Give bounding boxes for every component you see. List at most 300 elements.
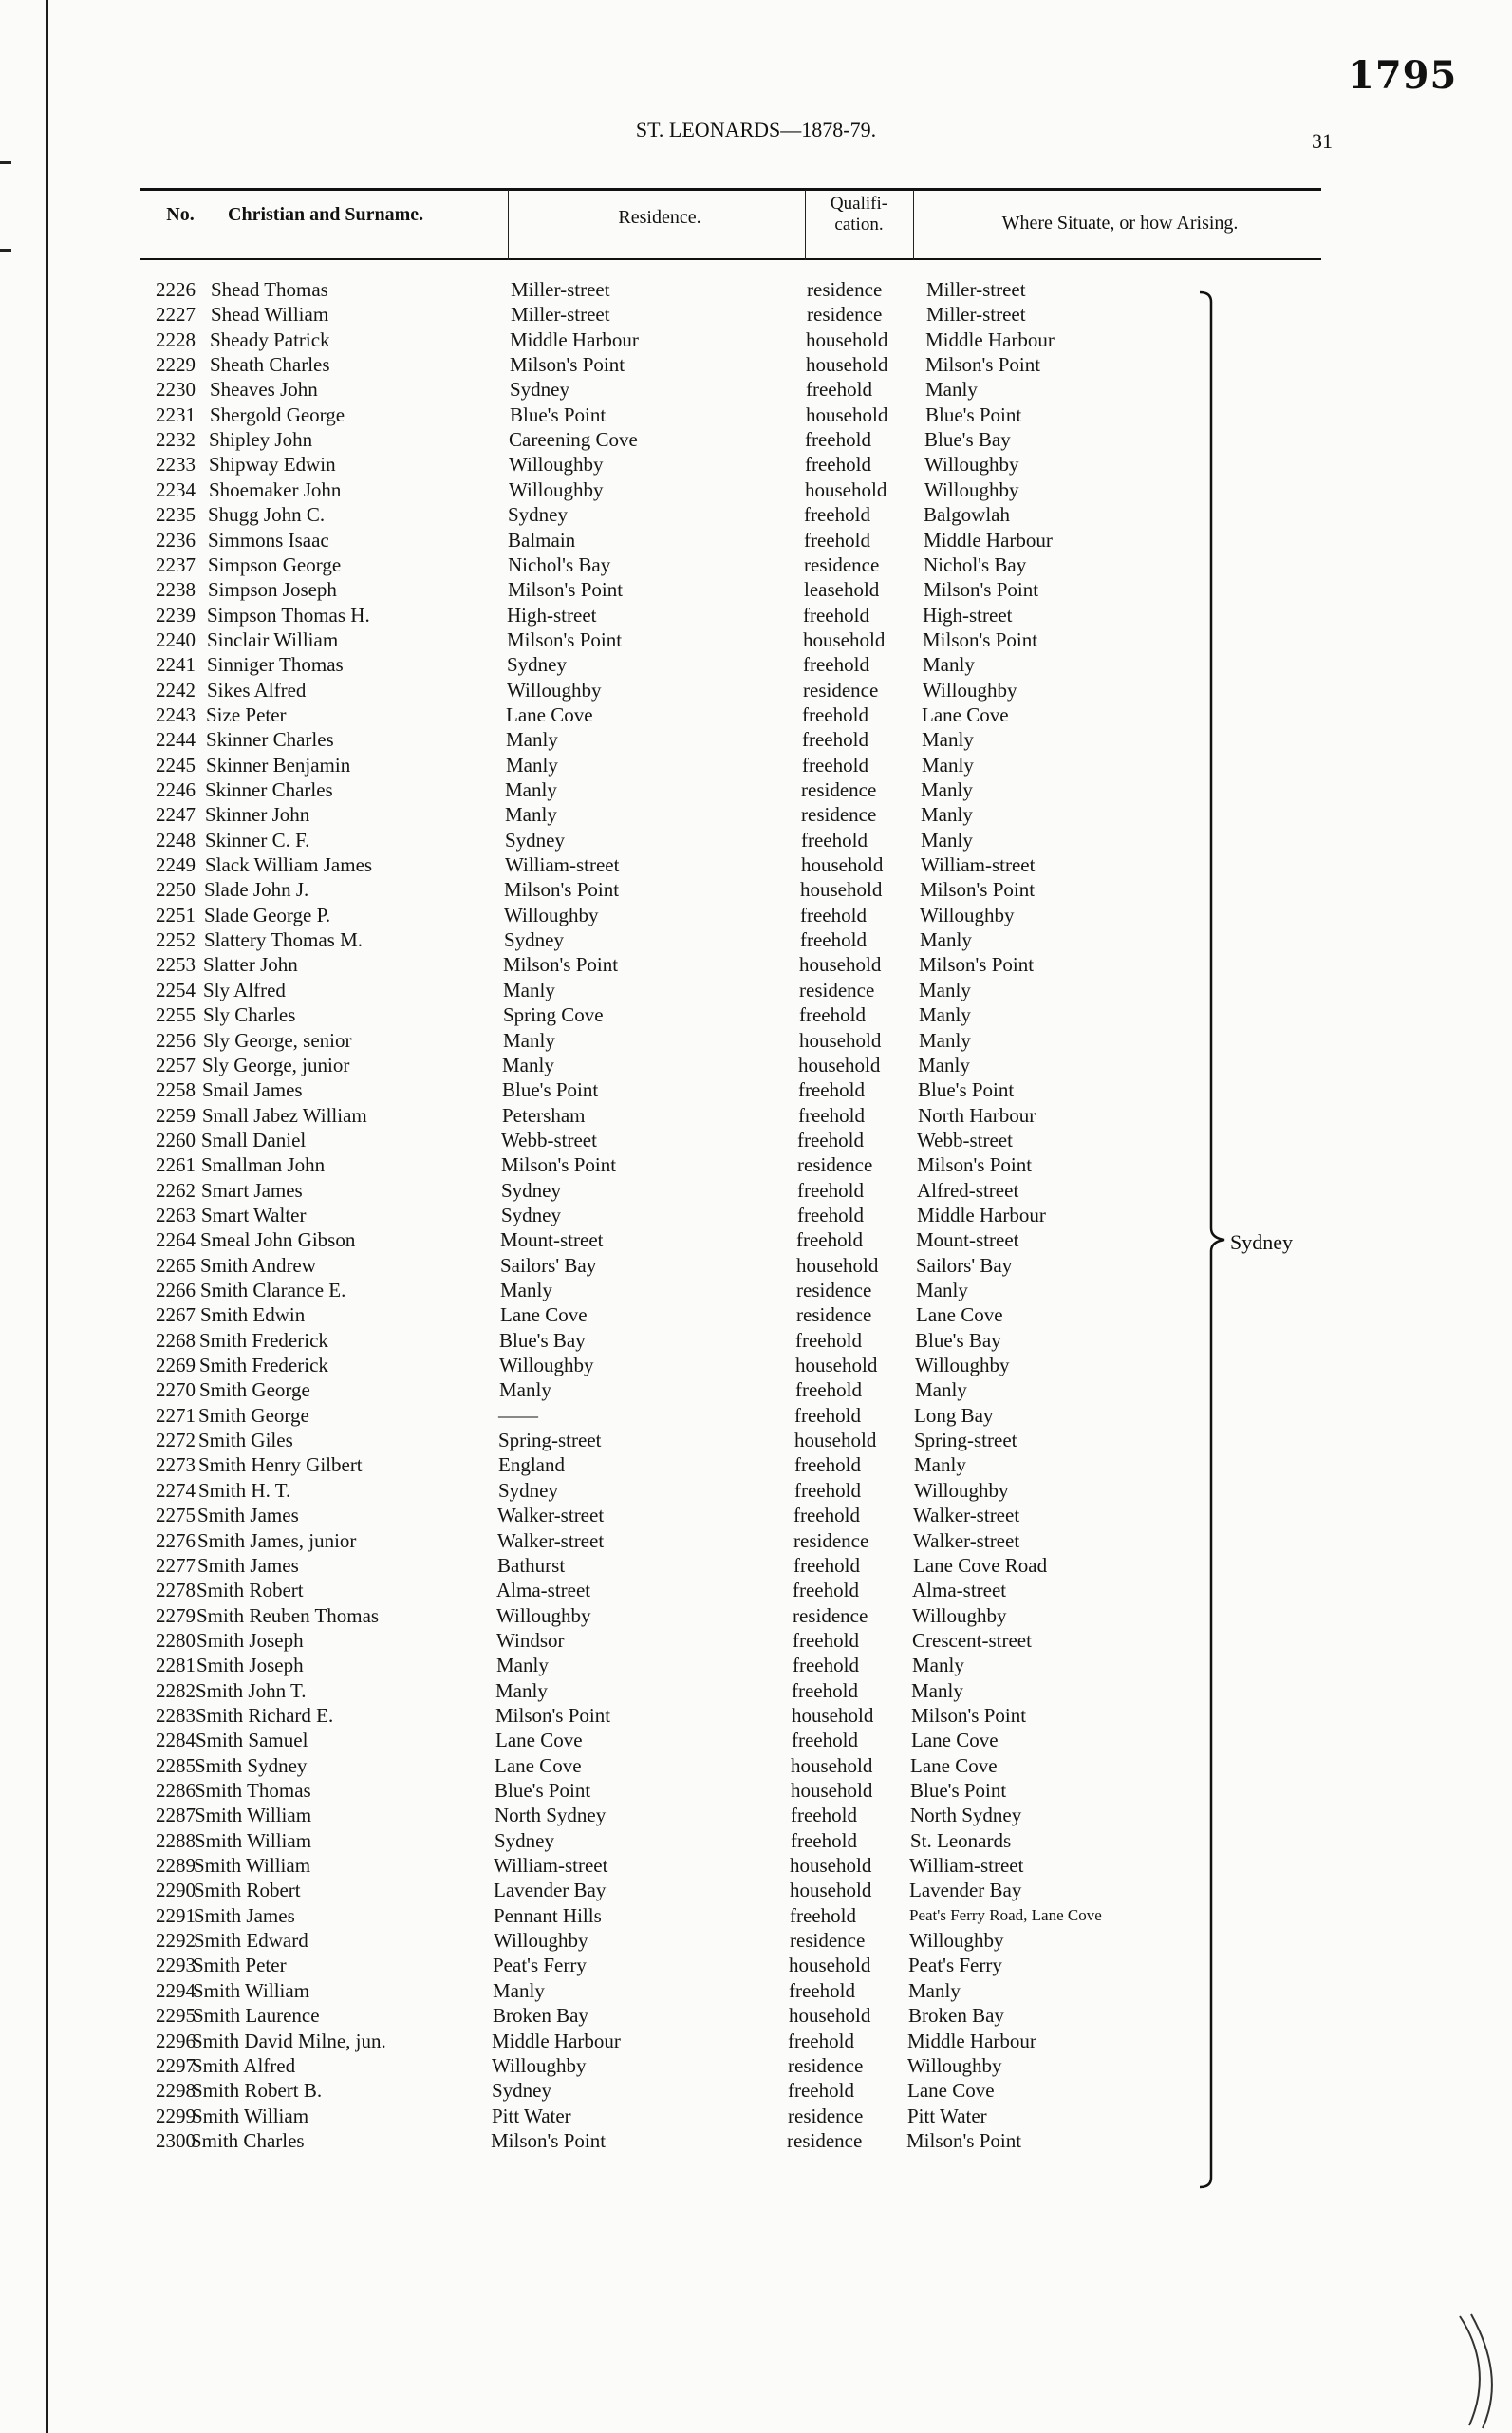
entry-residence: Lavender Bay [494, 1879, 607, 1902]
entry-qualification: household [806, 353, 888, 377]
entry-where: Mount-street [916, 1228, 1019, 1252]
entry-where: Long Bay [914, 1403, 994, 1427]
entry-qualification: freehold [798, 1078, 865, 1102]
entry-number: 2270 [156, 1378, 196, 1402]
entry-number: 2237 [156, 552, 196, 576]
entry-number: 2238 [156, 578, 196, 602]
entry-qualification: residence [788, 2104, 864, 2127]
entry-where: Willoughby [909, 1929, 1004, 1953]
entry-residence: William-street [505, 853, 620, 877]
entry-number: 2283 [156, 1703, 196, 1727]
entry-row [0, 1428, 1512, 1452]
entry-row [0, 1503, 1512, 1527]
entry-residence: Milson's Point [507, 627, 623, 651]
entry-row [0, 927, 1512, 952]
entry-row [0, 627, 1512, 652]
entry-qualification: household [803, 627, 886, 651]
entry-where: Walker-street [913, 1504, 1020, 1527]
entry-name: Shead Thomas [211, 278, 328, 301]
entry-where: Alfred-street [917, 1178, 1019, 1202]
header-bottom-rule [140, 258, 1321, 260]
entry-number: 2248 [156, 828, 196, 852]
entry-qualification: residence [797, 1153, 873, 1177]
entry-where: Manly [914, 1453, 966, 1477]
entry-row [0, 477, 1512, 502]
entry-where: Webb-street [917, 1128, 1013, 1151]
entry-residence: Walker-street [497, 1528, 605, 1552]
entry-residence: Bathurst [497, 1553, 566, 1577]
entry-row [0, 802, 1512, 827]
entry-where: Middle Harbour [924, 528, 1053, 552]
entry-name: Smith Robert [194, 1879, 301, 1902]
entry-where: Milson's Point [924, 578, 1039, 602]
entry-qualification: freehold [792, 1678, 858, 1702]
entry-name: Slattery Thomas M. [204, 928, 364, 952]
entry-name: Sheath Charles [210, 353, 330, 377]
entry-name: Smith Alfred [192, 2053, 296, 2077]
entry-name: Smith James [197, 1553, 299, 1577]
entry-qualification: freehold [805, 453, 871, 477]
entry-where: Manly [922, 728, 974, 752]
entry-name: Sly Alfred [203, 978, 286, 1001]
entry-qualification: residence [788, 2053, 864, 2077]
entry-qualification: freehold [800, 928, 867, 952]
entry-number: 2275 [156, 1504, 196, 1527]
entry-row [0, 1728, 1512, 1752]
entry-name: Smith Peter [193, 1954, 287, 1977]
entry-where: Lane Cove [916, 1303, 1003, 1327]
entry-number: 2263 [156, 1203, 196, 1226]
entry-qualification: household [799, 1028, 882, 1052]
entry-residence: Willoughby [496, 1603, 591, 1627]
entry-qualification: residence [787, 2128, 863, 2152]
entry-name: Skinner Charles [205, 778, 333, 801]
entry-residence: Sydney [501, 1203, 561, 1226]
entry-row [0, 1778, 1512, 1803]
entry-qualification: freehold [797, 1128, 864, 1151]
entry-qualification: freehold [788, 2029, 854, 2052]
entry-residence: Spring-street [498, 1429, 602, 1452]
entry-residence: Peat's Ferry [493, 1954, 587, 1977]
entry-where: Willoughby [923, 678, 1017, 702]
entry-name: Smith Charles [191, 2128, 305, 2152]
entry-number: 2241 [156, 653, 196, 677]
entry-residence: Milson's Point [491, 2128, 607, 2152]
entry-row [0, 2104, 1512, 2128]
entry-name: Smith Robert [196, 1579, 304, 1602]
entry-row [0, 702, 1512, 727]
entry-qualification: household [790, 1879, 872, 1902]
entry-where: Peat's Ferry [908, 1954, 1002, 1977]
entry-name: Smail James [202, 1078, 303, 1102]
entry-row [0, 1578, 1512, 1602]
entry-row [0, 978, 1512, 1002]
entry-where: Willoughby [914, 1478, 1009, 1502]
page-number: 1795 [1348, 53, 1458, 98]
entry-row [0, 577, 1512, 602]
entry-row [0, 502, 1512, 527]
entry-row [0, 1528, 1512, 1553]
entry-qualification: freehold [798, 1103, 865, 1127]
entry-qualification: residence [793, 1528, 869, 1552]
entry-name: Smart Walter [201, 1203, 307, 1226]
entry-residence: Manly [495, 1678, 548, 1702]
entry-qualification: freehold [794, 1453, 861, 1477]
entry-qualification: freehold [803, 603, 869, 627]
entry-row [0, 1978, 1512, 2003]
entry-where: Manly [912, 1654, 964, 1677]
entry-name: Smith William [194, 1854, 311, 1878]
entry-residence: High-street [507, 603, 597, 627]
entry-number: 2266 [156, 1279, 196, 1301]
entry-residence: North Sydney [495, 1804, 607, 1827]
entry-number: 2288 [156, 1828, 196, 1852]
entry-where: Willoughby [907, 2053, 1002, 2077]
entry-qualification: freehold [797, 1203, 864, 1226]
entry-residence: Manly [500, 1279, 552, 1301]
entry-qualification: freehold [800, 903, 867, 926]
entry-residence: Manly [503, 978, 555, 1001]
entry-number: 2273 [156, 1453, 196, 1477]
entry-name: Smith William [192, 2104, 309, 2127]
entry-residence: Manly [503, 1028, 555, 1052]
entry-name: Smith Sydney [195, 1753, 308, 1777]
entry-where: Crescent-street [912, 1628, 1032, 1652]
entry-qualification: residence [803, 678, 879, 702]
entry-name: Shergold George [210, 402, 345, 426]
entry-number: 2274 [156, 1478, 196, 1502]
entry-name: Slade John J. [204, 878, 309, 902]
entry-number: 2251 [156, 903, 196, 926]
entry-row [0, 352, 1512, 377]
entry-number: 2265 [156, 1253, 196, 1277]
entry-number: 2253 [156, 953, 196, 977]
entry-where: Pitt Water [907, 2104, 987, 2127]
entry-residence: Willoughby [509, 453, 604, 477]
entry-number: 2252 [156, 928, 196, 952]
entry-row [0, 1653, 1512, 1677]
entry-number: 2293 [156, 1954, 196, 1977]
entry-name: Smith James, junior [197, 1528, 357, 1552]
entry-qualification: freehold [794, 1478, 861, 1502]
entry-where: North Sydney [910, 1804, 1022, 1827]
column-divider [805, 190, 806, 260]
entry-where: Lane Cove [907, 2079, 995, 2103]
entry-row [0, 1878, 1512, 1902]
entry-row [0, 1678, 1512, 1703]
entry-name: Smith Giles [198, 1429, 293, 1452]
entry-name: Sly George, junior [202, 1053, 350, 1076]
entry-name: Smith Laurence [193, 2004, 320, 2028]
entry-where: Lane Cove [911, 1729, 999, 1752]
entry-residence: Willoughby [499, 1354, 594, 1377]
entry-number: 2244 [156, 728, 196, 752]
entry-row [0, 1403, 1512, 1428]
entry-name: Smith Clarance E. [200, 1279, 346, 1301]
entry-row [0, 903, 1512, 927]
entry-row [0, 1353, 1512, 1377]
entry-number: 2300 [156, 2128, 196, 2152]
entry-number: 2236 [156, 528, 196, 552]
entry-qualification: freehold [795, 1328, 862, 1352]
entry-qualification: household [789, 2004, 871, 2028]
entry-name: Smith Reuben Thomas [196, 1603, 380, 1627]
entry-residence: Milson's Point [510, 353, 625, 377]
entry-qualification: household [789, 1954, 871, 1977]
entry-where: Nichol's Bay [924, 552, 1027, 576]
column-divider [508, 190, 509, 260]
entry-number: 2285 [156, 1753, 196, 1777]
entry-where: Manly [923, 653, 975, 677]
entry-name: Slade George P. [204, 903, 331, 926]
entry-qualification: household [795, 1354, 878, 1377]
entry-qualification: household [806, 328, 888, 351]
entry-row [0, 1828, 1512, 1853]
entry-qualification: residence [796, 1303, 872, 1327]
entry-number: 2240 [156, 627, 196, 651]
entry-qualification: freehold [793, 1628, 859, 1652]
entry-residence: Mount-street [500, 1228, 604, 1252]
entry-where: Willoughby [915, 1354, 1010, 1377]
entry-name: Sinniger Thomas [207, 653, 344, 677]
entry-row [0, 1203, 1512, 1227]
entry-residence: Spring Cove [503, 1003, 604, 1027]
entry-row [0, 2029, 1512, 2053]
entry-name: Simmons Isaac [208, 528, 329, 552]
entry-name: Smith William [193, 1978, 310, 2002]
entry-row [0, 1452, 1512, 1477]
entry-residence: Milson's Point [503, 953, 619, 977]
entry-residence: Broken Bay [493, 2004, 588, 2028]
entry-number: 2267 [156, 1303, 196, 1327]
entry-name: Smart James [201, 1178, 303, 1202]
entry-number: 2250 [156, 878, 196, 902]
entry-number: 2232 [156, 428, 196, 452]
entry-where: Walker-street [913, 1528, 1020, 1552]
entry-number: 2278 [156, 1579, 196, 1602]
entry-row [0, 277, 1512, 302]
entry-where: St. Leonards [910, 1828, 1012, 1852]
entry-name: Smith Robert B. [192, 2079, 323, 2103]
entry-where: Lane Cove [910, 1753, 998, 1777]
entry-where: Lavender Bay [909, 1879, 1022, 1902]
entry-qualification: freehold [804, 503, 870, 527]
entry-qualification: freehold [797, 1178, 864, 1202]
entry-residence: Blue's Point [510, 402, 607, 426]
entry-residence: Manly [505, 803, 557, 827]
entry-number: 2256 [156, 1028, 196, 1052]
header-top-rule [140, 188, 1321, 191]
entry-row [0, 1703, 1512, 1728]
entry-name: Skinner John [205, 803, 310, 827]
entry-where: Milson's Point [917, 1153, 1033, 1177]
entry-residence: Sydney [498, 1478, 558, 1502]
entry-where: Milson's Point [911, 1703, 1027, 1727]
margin-tick [0, 249, 11, 252]
entry-row [0, 652, 1512, 677]
entry-name: Simpson George [208, 552, 342, 576]
entry-qualification: residence [807, 303, 883, 327]
entry-qualification: freehold [796, 1228, 863, 1252]
entry-name: Smith Richard E. [196, 1703, 334, 1727]
entry-number: 2269 [156, 1354, 196, 1377]
entry-where: Blue's Point [925, 402, 1022, 426]
entry-where: North Harbour [918, 1103, 1036, 1127]
entry-name: Shead William [211, 303, 329, 327]
entry-residence: Miller-street [511, 303, 610, 327]
entry-residence: Sydney [492, 2079, 551, 2103]
entry-name: Smith Thomas [195, 1779, 311, 1802]
entry-row [0, 753, 1512, 777]
header-residence: Residence. [618, 207, 701, 228]
entry-row [0, 427, 1512, 452]
entry-residence: Lane Cove [495, 1753, 582, 1777]
entry-where: Manly [922, 753, 974, 777]
entry-row [0, 2003, 1512, 2028]
entry-number: 2234 [156, 477, 196, 501]
entry-qualification: freehold [801, 828, 868, 852]
entry-row [0, 1753, 1512, 1778]
entry-where: Broken Bay [908, 2004, 1004, 2028]
entry-residence: Webb-street [501, 1128, 597, 1151]
entry-residence: Manly [493, 1978, 545, 2002]
entry-number: 2242 [156, 678, 196, 702]
entry-number: 2233 [156, 453, 196, 477]
entry-residence: Manly [506, 753, 558, 777]
folio-number: 31 [1312, 129, 1333, 153]
entry-row [0, 828, 1512, 852]
entry-number: 2289 [156, 1854, 196, 1878]
entry-residence: Willoughby [509, 477, 604, 501]
entry-residence: Milson's Point [501, 1153, 617, 1177]
entry-residence: Pennant Hills [494, 1903, 602, 1927]
entry-qualification: household [801, 853, 884, 877]
entry-number: 2290 [156, 1879, 196, 1902]
entry-number: 2226 [156, 278, 196, 301]
entry-row [0, 2128, 1512, 2153]
entry-where: High-street [923, 603, 1013, 627]
entry-name: Sly Charles [203, 1003, 296, 1027]
entry-qualification: residence [799, 978, 875, 1001]
entry-qualification: freehold [790, 1903, 856, 1927]
entry-number: 2247 [156, 803, 196, 827]
entry-number: 2260 [156, 1128, 196, 1151]
entry-residence: Middle Harbour [492, 2029, 621, 2052]
entry-qualification: residence [801, 803, 877, 827]
running-head-text: ST. LEONARDS—1878-79. [635, 118, 877, 141]
entry-name: Sheaves John [210, 378, 318, 402]
entry-qualification: freehold [794, 1403, 861, 1427]
entry-qualification: freehold [804, 528, 870, 552]
entry-row [0, 1553, 1512, 1578]
entry-name: Shoemaker John [209, 477, 342, 501]
entry-where: Blue's Point [918, 1078, 1015, 1102]
entry-name: Sinclair William [207, 627, 339, 651]
entry-residence: Petersham [502, 1103, 586, 1127]
header-qualification: Qualifi- cation. [830, 194, 888, 234]
entry-qualification: residence [793, 1603, 868, 1627]
entry-residence: Sydney [510, 378, 569, 402]
entry-residence: Manly [502, 1053, 554, 1076]
entry-number: 2296 [156, 2029, 196, 2052]
entry-number: 2264 [156, 1228, 196, 1252]
entry-qualification: residence [807, 278, 883, 301]
entry-qualification: household [794, 1429, 877, 1452]
entry-qualification: household [805, 477, 887, 501]
entry-name: Simpson Joseph [208, 578, 337, 602]
entry-qualification: freehold [802, 728, 868, 752]
entry-residence: Sydney [501, 1178, 561, 1202]
entry-number: 2284 [156, 1729, 196, 1752]
entry-number: 2258 [156, 1078, 196, 1102]
entry-where: Milson's Point [925, 353, 1041, 377]
entry-where: Blue's Bay [924, 428, 1011, 452]
entry-number: 2243 [156, 702, 196, 726]
entry-residence: Lane Cove [506, 702, 593, 726]
entry-residence: Manly [506, 728, 558, 752]
entry-number: 2261 [156, 1153, 196, 1177]
entry-where: William-street [909, 1854, 1024, 1878]
entry-where: Manly [921, 803, 973, 827]
entry-number: 2292 [156, 1929, 196, 1953]
entry-number: 2277 [156, 1553, 196, 1577]
entry-number: 2268 [156, 1328, 196, 1352]
entry-where: Blue's Bay [915, 1328, 1001, 1352]
entry-number: 2287 [156, 1804, 196, 1827]
entry-row [0, 1152, 1512, 1177]
header-name: Christian and Surname. [228, 204, 424, 225]
entry-name: Smith Frederick [199, 1328, 328, 1352]
entry-qualification: freehold [806, 378, 872, 402]
entry-where: Sailors' Bay [916, 1253, 1013, 1277]
entry-where: Alma-street [912, 1579, 1007, 1602]
entry-residence: Blue's Bay [499, 1328, 586, 1352]
entry-row [0, 852, 1512, 877]
entry-residence: Blue's Point [502, 1078, 599, 1102]
entry-row [0, 1603, 1512, 1628]
entry-qualification: household [798, 1053, 881, 1076]
entry-name: Smith Joseph [196, 1628, 304, 1652]
entry-row [0, 1903, 1512, 1928]
entry-row [0, 377, 1512, 402]
entry-name: Shipley John [209, 428, 313, 452]
entry-number: 2239 [156, 603, 196, 627]
entry-number: 2272 [156, 1429, 196, 1452]
entry-number: 2282 [156, 1678, 196, 1702]
entry-row [0, 877, 1512, 902]
entry-number: 2299 [156, 2104, 196, 2127]
entry-row [0, 952, 1512, 977]
entry-where: Manly [911, 1678, 963, 1702]
entry-name: Smith David Milne, jun. [192, 2029, 386, 2052]
entry-qualification: freehold [793, 1553, 860, 1577]
entry-residence: Alma-street [496, 1579, 591, 1602]
entry-number: 2297 [156, 2053, 196, 2077]
entry-name: Smith H. T. [198, 1478, 291, 1502]
entry-residence: Sailors' Bay [500, 1253, 597, 1277]
page-corner-curl [1450, 2307, 1507, 2430]
entry-number: 2286 [156, 1779, 196, 1802]
entry-number: 2298 [156, 2079, 196, 2103]
entry-name: Smith Edwin [200, 1303, 306, 1327]
entry-qualification: residence [796, 1279, 872, 1301]
entry-qualification: residence [804, 552, 880, 576]
entry-number: 2279 [156, 1603, 196, 1627]
entry-residence: Pitt Water [492, 2104, 571, 2127]
entry-qualification: freehold [789, 1978, 855, 2002]
entry-residence: Lane Cove [500, 1303, 588, 1327]
entry-name: Smith James [194, 1903, 295, 1927]
